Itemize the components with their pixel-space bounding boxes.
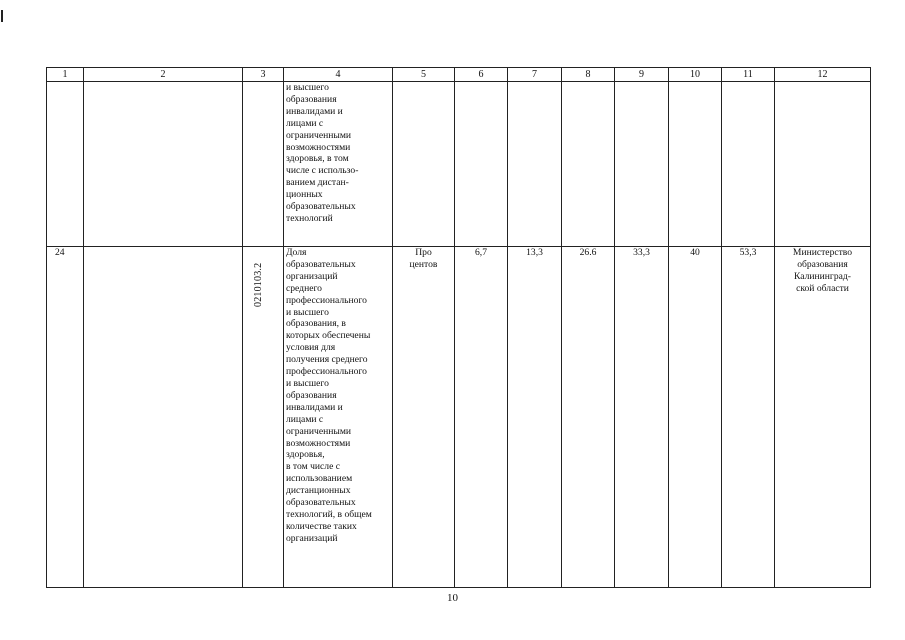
indicators-table [46, 67, 871, 588]
col-header-7: 7 [508, 68, 562, 82]
col-header-1: 1 [47, 68, 84, 82]
row-number: 24 [47, 247, 84, 588]
table-row-24 [47, 247, 871, 588]
col-header-9: 9 [615, 68, 669, 82]
col-header-11: 11 [722, 68, 775, 82]
responsible-authority: Министерство образования Калининград- ской области [775, 247, 871, 588]
cell-empty [722, 82, 775, 247]
value-col-11: 53,3 [722, 247, 775, 588]
col-header-4: 4 [284, 68, 393, 82]
value-col-8: 26.6 [562, 247, 615, 588]
scan-artifact [1, 10, 3, 22]
cell-empty [455, 82, 508, 247]
cell-empty [84, 247, 243, 588]
cell-empty [84, 82, 243, 247]
page-number: 10 [447, 592, 458, 604]
cell-empty [562, 82, 615, 247]
col-header-3: 3 [243, 68, 284, 82]
col-header-12: 12 [775, 68, 871, 82]
cell-empty [393, 82, 455, 247]
indicator-code-cell [243, 247, 284, 588]
col-header-8: 8 [562, 68, 615, 82]
value-col-9: 33,3 [615, 247, 669, 588]
indicator-text-continued: и высшего образования инвалидами и лицами с ограниченными возможностями здоровья, в том числе с использо- ванием дистан- ционных образовательных технологий [284, 82, 393, 247]
cell-empty [47, 82, 84, 247]
indicator-name: Доля образовательных организаций среднего профессионального и высшего образования, в которых обеспечены условия для получения среднего профессионального и высшего образования инвалидами и лицами с ограниченными возможностями здоровья, в том числе с использованием дистанционных образовательных технологий, в общем количестве таких организаций [284, 247, 393, 588]
cell-empty [615, 82, 669, 247]
table-row-continuation [47, 82, 871, 247]
col-header-2: 2 [84, 68, 243, 82]
cell-empty [243, 82, 284, 247]
cell-empty [775, 82, 871, 247]
value-col-10: 40 [669, 247, 722, 588]
value-col-7: 13,3 [508, 247, 562, 588]
col-header-5: 5 [393, 68, 455, 82]
unit-of-measure: Про центов [393, 247, 455, 588]
value-col-6: 6,7 [455, 247, 508, 588]
cell-empty [669, 82, 722, 247]
col-header-6: 6 [455, 68, 508, 82]
col-header-10: 10 [669, 68, 722, 82]
cell-empty [508, 82, 562, 247]
indicator-code: 0210103.2 [253, 262, 264, 307]
column-number-row [47, 68, 871, 82]
